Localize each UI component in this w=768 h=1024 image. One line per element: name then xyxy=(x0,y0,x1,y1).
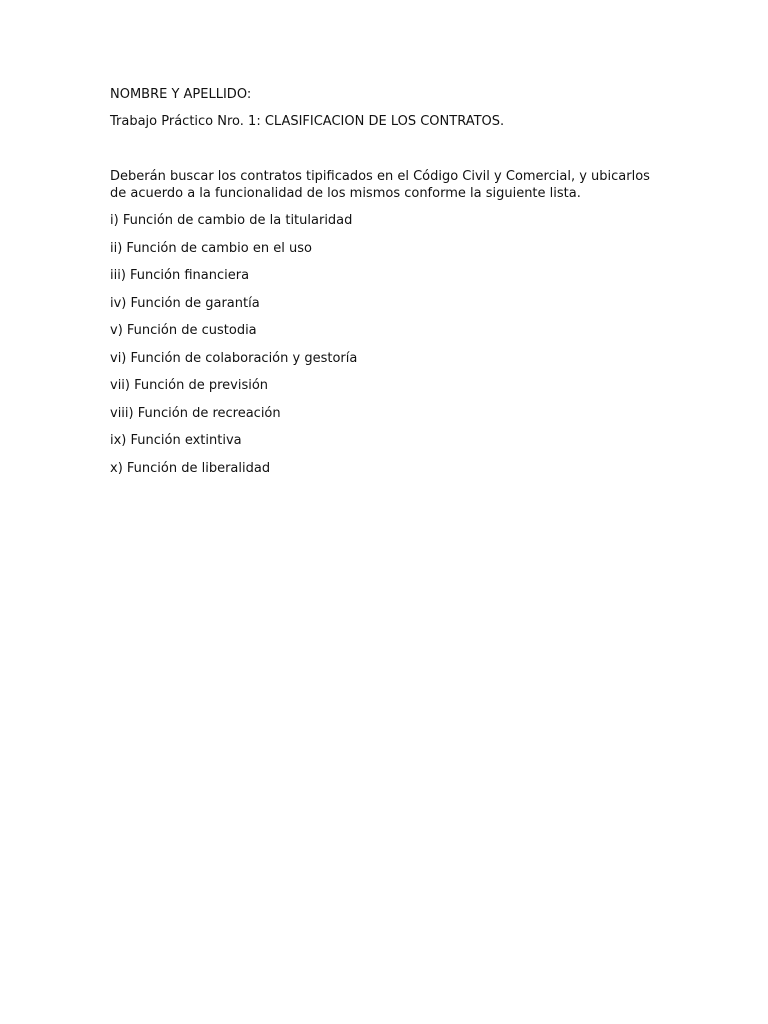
list-item: ii) Función de cambio en el uso xyxy=(110,240,312,256)
list-item: v) Función de custodia xyxy=(110,323,257,338)
document-title: Trabajo Práctico Nro. 1: CLASIFICACION DE LOS CONTRATOS. xyxy=(110,114,505,129)
list-item: viii) Función de recreación xyxy=(110,405,281,421)
function-list xyxy=(110,212,670,477)
list-item: iv) Función de garantía xyxy=(110,295,260,311)
list-item: vii) Función de previsión xyxy=(110,378,269,393)
list-item: i) Función de cambio de la titularidad xyxy=(110,213,353,228)
instructions-paragraph: Deberán buscar los contratos tipificados en el Código Civil y Comercial, y ubicarlos de acuerdo a la funcionalidad de los mismos conforme la siguiente lista. xyxy=(110,169,650,201)
spacer xyxy=(110,103,670,113)
name-field-label: NOMBRE Y APELLIDO: xyxy=(110,87,252,102)
list-item: iii) Función financiera xyxy=(110,268,250,283)
spacer xyxy=(110,202,670,212)
spacer xyxy=(110,130,670,168)
list-item: ix) Función extintiva xyxy=(110,433,242,448)
list-item: x) Función de liberalidad xyxy=(110,460,271,476)
document-content xyxy=(110,86,670,487)
list-item: vi) Función de colaboración y gestoría xyxy=(110,350,358,366)
